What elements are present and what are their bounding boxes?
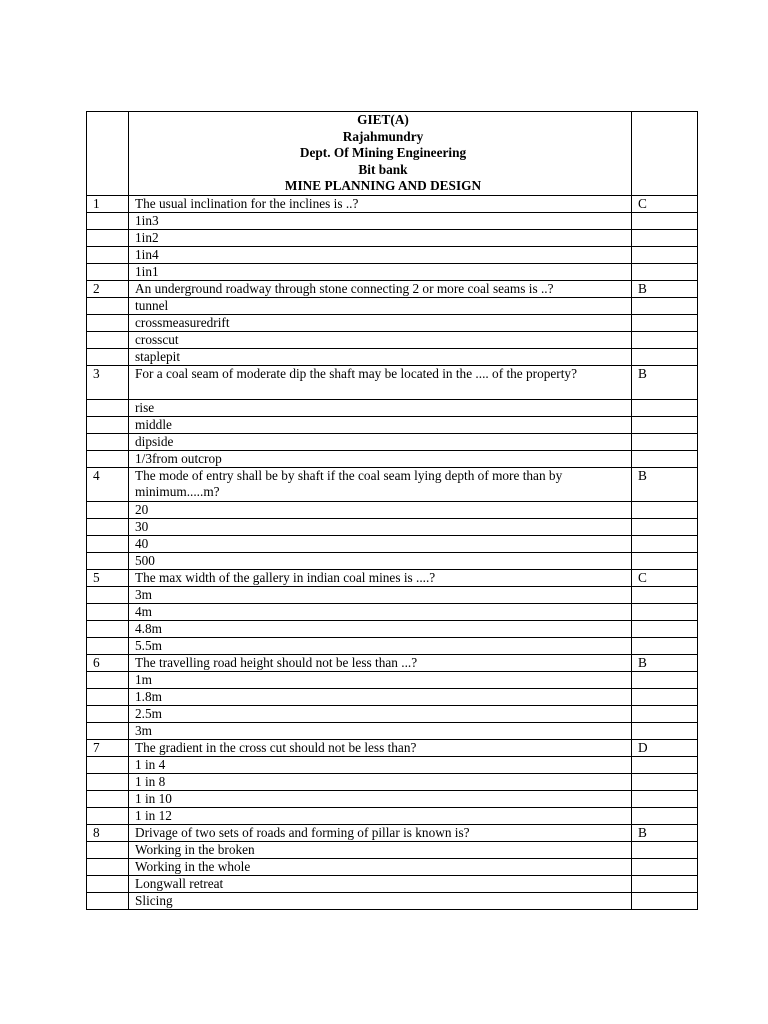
option-number-cell <box>87 450 129 467</box>
option-answer-cell <box>632 858 698 875</box>
option-number-cell <box>87 314 129 331</box>
option-row <box>87 501 698 518</box>
option-answer-cell <box>632 875 698 892</box>
option-answer-cell <box>632 433 698 450</box>
option-row <box>87 620 698 637</box>
option-number-cell <box>87 858 129 875</box>
answer-key: B <box>632 467 698 501</box>
option-row <box>87 263 698 280</box>
question-number: 7 <box>87 739 129 756</box>
option-number-cell <box>87 892 129 909</box>
option-text: crossmeasuredrift <box>129 314 632 331</box>
option-number-cell <box>87 756 129 773</box>
option-row <box>87 535 698 552</box>
option-answer-cell <box>632 603 698 620</box>
option-row <box>87 671 698 688</box>
option-row <box>87 705 698 722</box>
option-row <box>87 433 698 450</box>
option-answer-cell <box>632 671 698 688</box>
option-answer-cell <box>632 399 698 416</box>
option-text: dipside <box>129 433 632 450</box>
answer-key: B <box>632 365 698 399</box>
option-text: 1in3 <box>129 212 632 229</box>
option-answer-cell <box>632 263 698 280</box>
option-number-cell <box>87 671 129 688</box>
option-row <box>87 314 698 331</box>
question-text: For a coal seam of moderate dip the shaft may be located in the .... of the property? <box>129 365 632 399</box>
option-text: staplepit <box>129 348 632 365</box>
option-row <box>87 552 698 569</box>
option-answer-cell <box>632 501 698 518</box>
option-number-cell <box>87 773 129 790</box>
option-answer-cell <box>632 331 698 348</box>
question-row <box>87 824 698 841</box>
option-number-cell <box>87 297 129 314</box>
option-text: 1m <box>129 671 632 688</box>
header-title-cell <box>129 112 632 196</box>
option-row <box>87 331 698 348</box>
option-answer-cell <box>632 535 698 552</box>
bit-bank-table <box>86 111 698 910</box>
option-answer-cell <box>632 450 698 467</box>
option-number-cell <box>87 433 129 450</box>
answer-key: B <box>632 280 698 297</box>
option-text: 1 in 12 <box>129 807 632 824</box>
option-answer-cell <box>632 348 698 365</box>
option-number-cell <box>87 603 129 620</box>
option-answer-cell <box>632 688 698 705</box>
option-answer-cell <box>632 297 698 314</box>
option-answer-cell <box>632 892 698 909</box>
question-row <box>87 195 698 212</box>
header-row <box>87 112 698 196</box>
option-number-cell <box>87 688 129 705</box>
department-name: Dept. Of Mining Engineering <box>299 145 467 161</box>
question-row <box>87 280 698 297</box>
answer-key: C <box>632 195 698 212</box>
option-answer-cell <box>632 212 698 229</box>
option-answer-cell <box>632 229 698 246</box>
option-text: rise <box>129 399 632 416</box>
option-text: middle <box>129 416 632 433</box>
option-number-cell <box>87 518 129 535</box>
option-answer-cell <box>632 790 698 807</box>
institute-location: Rajahmundry <box>342 128 424 144</box>
option-answer-cell <box>632 705 698 722</box>
option-row <box>87 756 698 773</box>
option-number-cell <box>87 807 129 824</box>
option-number-cell <box>87 416 129 433</box>
option-row <box>87 297 698 314</box>
option-number-cell <box>87 586 129 603</box>
question-number: 6 <box>87 654 129 671</box>
option-number-cell <box>87 841 129 858</box>
question-text: The mode of entry shall be by shaft if the coal seam lying depth of more than by minimum.....m? <box>129 467 632 501</box>
option-answer-cell <box>632 620 698 637</box>
option-row <box>87 688 698 705</box>
option-row <box>87 841 698 858</box>
option-text: 1 in 4 <box>129 756 632 773</box>
option-text: 1 in 10 <box>129 790 632 807</box>
option-row <box>87 246 698 263</box>
option-row <box>87 586 698 603</box>
option-number-cell <box>87 246 129 263</box>
question-number: 1 <box>87 195 129 212</box>
option-number-cell <box>87 637 129 654</box>
option-text: 1in2 <box>129 229 632 246</box>
option-text: 500 <box>129 552 632 569</box>
option-answer-cell <box>632 722 698 739</box>
option-text: 3m <box>129 586 632 603</box>
question-row <box>87 654 698 671</box>
question-text: The travelling road height should not be less than ...? <box>129 654 632 671</box>
answer-key: D <box>632 739 698 756</box>
option-answer-cell <box>632 552 698 569</box>
question-row <box>87 569 698 586</box>
option-number-cell <box>87 263 129 280</box>
option-number-cell <box>87 620 129 637</box>
option-row <box>87 892 698 909</box>
option-text: Longwall retreat <box>129 875 632 892</box>
question-row <box>87 467 698 501</box>
option-number-cell <box>87 722 129 739</box>
question-text: The usual inclination for the inclines is ..? <box>129 195 632 212</box>
option-answer-cell <box>632 756 698 773</box>
answer-key: B <box>632 824 698 841</box>
option-text: tunnel <box>129 297 632 314</box>
option-row <box>87 348 698 365</box>
option-number-cell <box>87 501 129 518</box>
option-text: 5.5m <box>129 637 632 654</box>
option-number-cell <box>87 705 129 722</box>
option-text: Working in the whole <box>129 858 632 875</box>
header-answer-cell <box>632 112 698 196</box>
option-number-cell <box>87 790 129 807</box>
option-number-cell <box>87 212 129 229</box>
option-text: 4.8m <box>129 620 632 637</box>
option-answer-cell <box>632 246 698 263</box>
option-row <box>87 807 698 824</box>
table-body <box>87 112 698 910</box>
option-answer-cell <box>632 416 698 433</box>
question-number: 3 <box>87 365 129 399</box>
option-text: 4m <box>129 603 632 620</box>
option-answer-cell <box>632 314 698 331</box>
option-row <box>87 773 698 790</box>
document-type: Bit bank <box>358 161 408 177</box>
question-text: Drivage of two sets of roads and forming of pillar is known is? <box>129 824 632 841</box>
question-number: 4 <box>87 467 129 501</box>
question-row <box>87 365 698 399</box>
option-text: 2.5m <box>129 705 632 722</box>
subject-title: MINE PLANNING AND DESIGN <box>284 178 482 194</box>
option-text: 3m <box>129 722 632 739</box>
question-text: The gradient in the cross cut should not be less than? <box>129 739 632 756</box>
option-text: 40 <box>129 535 632 552</box>
answer-key: B <box>632 654 698 671</box>
question-row <box>87 739 698 756</box>
option-answer-cell <box>632 807 698 824</box>
option-row <box>87 722 698 739</box>
option-number-cell <box>87 552 129 569</box>
option-number-cell <box>87 229 129 246</box>
question-text: The max width of the gallery in indian coal mines is ....? <box>129 569 632 586</box>
option-number-cell <box>87 535 129 552</box>
question-number: 8 <box>87 824 129 841</box>
option-row <box>87 790 698 807</box>
option-answer-cell <box>632 841 698 858</box>
option-text: 20 <box>129 501 632 518</box>
option-row <box>87 875 698 892</box>
option-number-cell <box>87 348 129 365</box>
option-row <box>87 399 698 416</box>
question-number: 5 <box>87 569 129 586</box>
option-text: 1.8m <box>129 688 632 705</box>
question-text: An underground roadway through stone connecting 2 or more coal seams is ..? <box>129 280 632 297</box>
option-text: 1in4 <box>129 246 632 263</box>
option-text: Working in the broken <box>129 841 632 858</box>
option-number-cell <box>87 331 129 348</box>
answer-key: C <box>632 569 698 586</box>
option-text: 30 <box>129 518 632 535</box>
option-text: crosscut <box>129 331 632 348</box>
option-answer-cell <box>632 637 698 654</box>
option-text: Slicing <box>129 892 632 909</box>
option-row <box>87 212 698 229</box>
option-number-cell <box>87 399 129 416</box>
option-row <box>87 518 698 535</box>
option-row <box>87 637 698 654</box>
option-row <box>87 603 698 620</box>
question-number: 2 <box>87 280 129 297</box>
institute-name: GIET(A) <box>357 112 409 127</box>
option-text: 1 in 8 <box>129 773 632 790</box>
option-row <box>87 229 698 246</box>
option-row <box>87 858 698 875</box>
option-text: 1/3from outcrop <box>129 450 632 467</box>
option-answer-cell <box>632 586 698 603</box>
option-text: 1in1 <box>129 263 632 280</box>
option-row <box>87 416 698 433</box>
option-row <box>87 450 698 467</box>
option-number-cell <box>87 875 129 892</box>
option-answer-cell <box>632 518 698 535</box>
header-number-cell <box>87 112 129 196</box>
option-answer-cell <box>632 773 698 790</box>
